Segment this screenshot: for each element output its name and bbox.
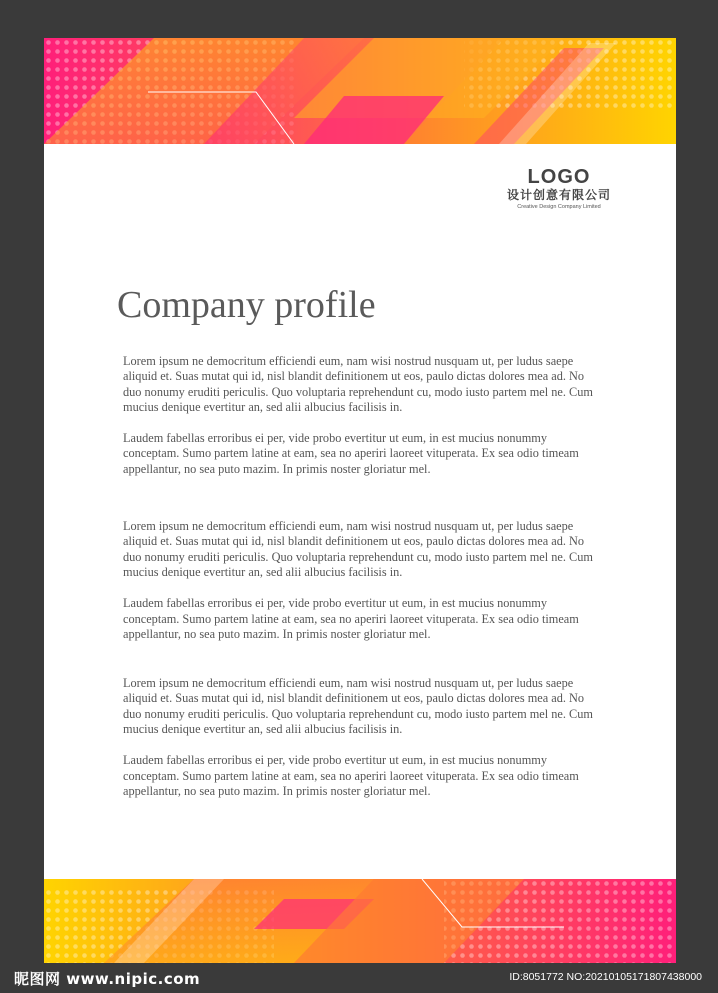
watermark-id: ID:8051772 NO:20210105171807438000	[509, 971, 702, 983]
top-banner-graphic	[44, 38, 676, 144]
logo-chinese-name: 设计创意有限公司	[506, 188, 611, 202]
logo-title: LOGO	[527, 166, 591, 188]
paragraph: Lorem ipsum ne democritum efficiendi eum, nam wisi nostrud nusquam ut, per ludus saepe aliquid et. Suas mutat qui id, nisl blandit definitionem ut eos, paulo dictas dolores mea ad. No duo nonumy eruditi periculis. Quo voluptaria reprehendunt cu, modo iusto partem mel ne. Cum mucius denique evertitur an, sed alii albucius facilisis in.	[123, 676, 593, 737]
watermark-site: 昵图网 www.nipic.com	[14, 970, 201, 988]
paragraph: Lorem ipsum ne democritum efficiendi eum, nam wisi nostrud nusquam ut, per ludus saepe aliquid et. Suas mutat qui id, nisl blandit definitionem ut eos, paulo dictas dolores mea ad. No duo nonumy eruditi periculis. Quo voluptaria reprehendunt cu, modo iusto partem mel ne. Cum mucius denique evertitur an, sed alii albucius facilisis in.	[123, 519, 593, 579]
top-gradient-banner	[44, 38, 676, 144]
company-logo	[484, 166, 634, 211]
paragraph: Laudem fabellas erroribus ei per, vide probo evertitur ut eum, in est mucius nonummy conceptam. Sumo partem latine at eam, sea no aperiri laoreet vituperata. Ex sea odio timeam appellantur, no sea puto mazim. In primis noster gloriatur mel.	[123, 753, 579, 798]
paragraph: Laudem fabellas erroribus ei per, vide probo evertitur ut eum, in est mucius nonummy conceptam. Sumo partem latine at eam, sea no aperiri laoreet vituperata. Ex sea odio timeam appellantur, no sea puto mazim. In primis noster gloriatur mel.	[123, 596, 579, 641]
page-title: Company profile	[117, 284, 376, 326]
bottom-gradient-banner	[44, 879, 676, 963]
watermark-bar	[0, 963, 718, 993]
body-text	[123, 354, 601, 815]
section-spacer	[123, 493, 601, 519]
letterhead-page	[44, 38, 676, 963]
bottom-banner-graphic	[44, 879, 676, 963]
logo-english-name: Creative Design Company Limited	[517, 204, 601, 210]
paragraph: Lorem ipsum ne democritum efficiendi eum, nam wisi nostrud nusquam ut, per ludus saepe aliquid et. Suas mutat qui id, nisl blandit definitionem ut eos, paulo dictas dolores mea ad. No duo nonumy eruditi periculis. Quo voluptaria reprehendunt cu, modo iusto partem mel ne. Cum mucius denique evertitur an, sed alii albucius facilisis in.	[123, 354, 593, 414]
paragraph: Laudem fabellas erroribus ei per, vide probo evertitur ut eum, in est mucius nonummy conceptam. Sumo partem latine at eam, sea no aperiri laoreet vituperata. Ex sea odio timeam appellantur, no sea puto mazim. In primis noster gloriatur mel.	[123, 431, 579, 476]
section-spacer	[123, 658, 601, 676]
